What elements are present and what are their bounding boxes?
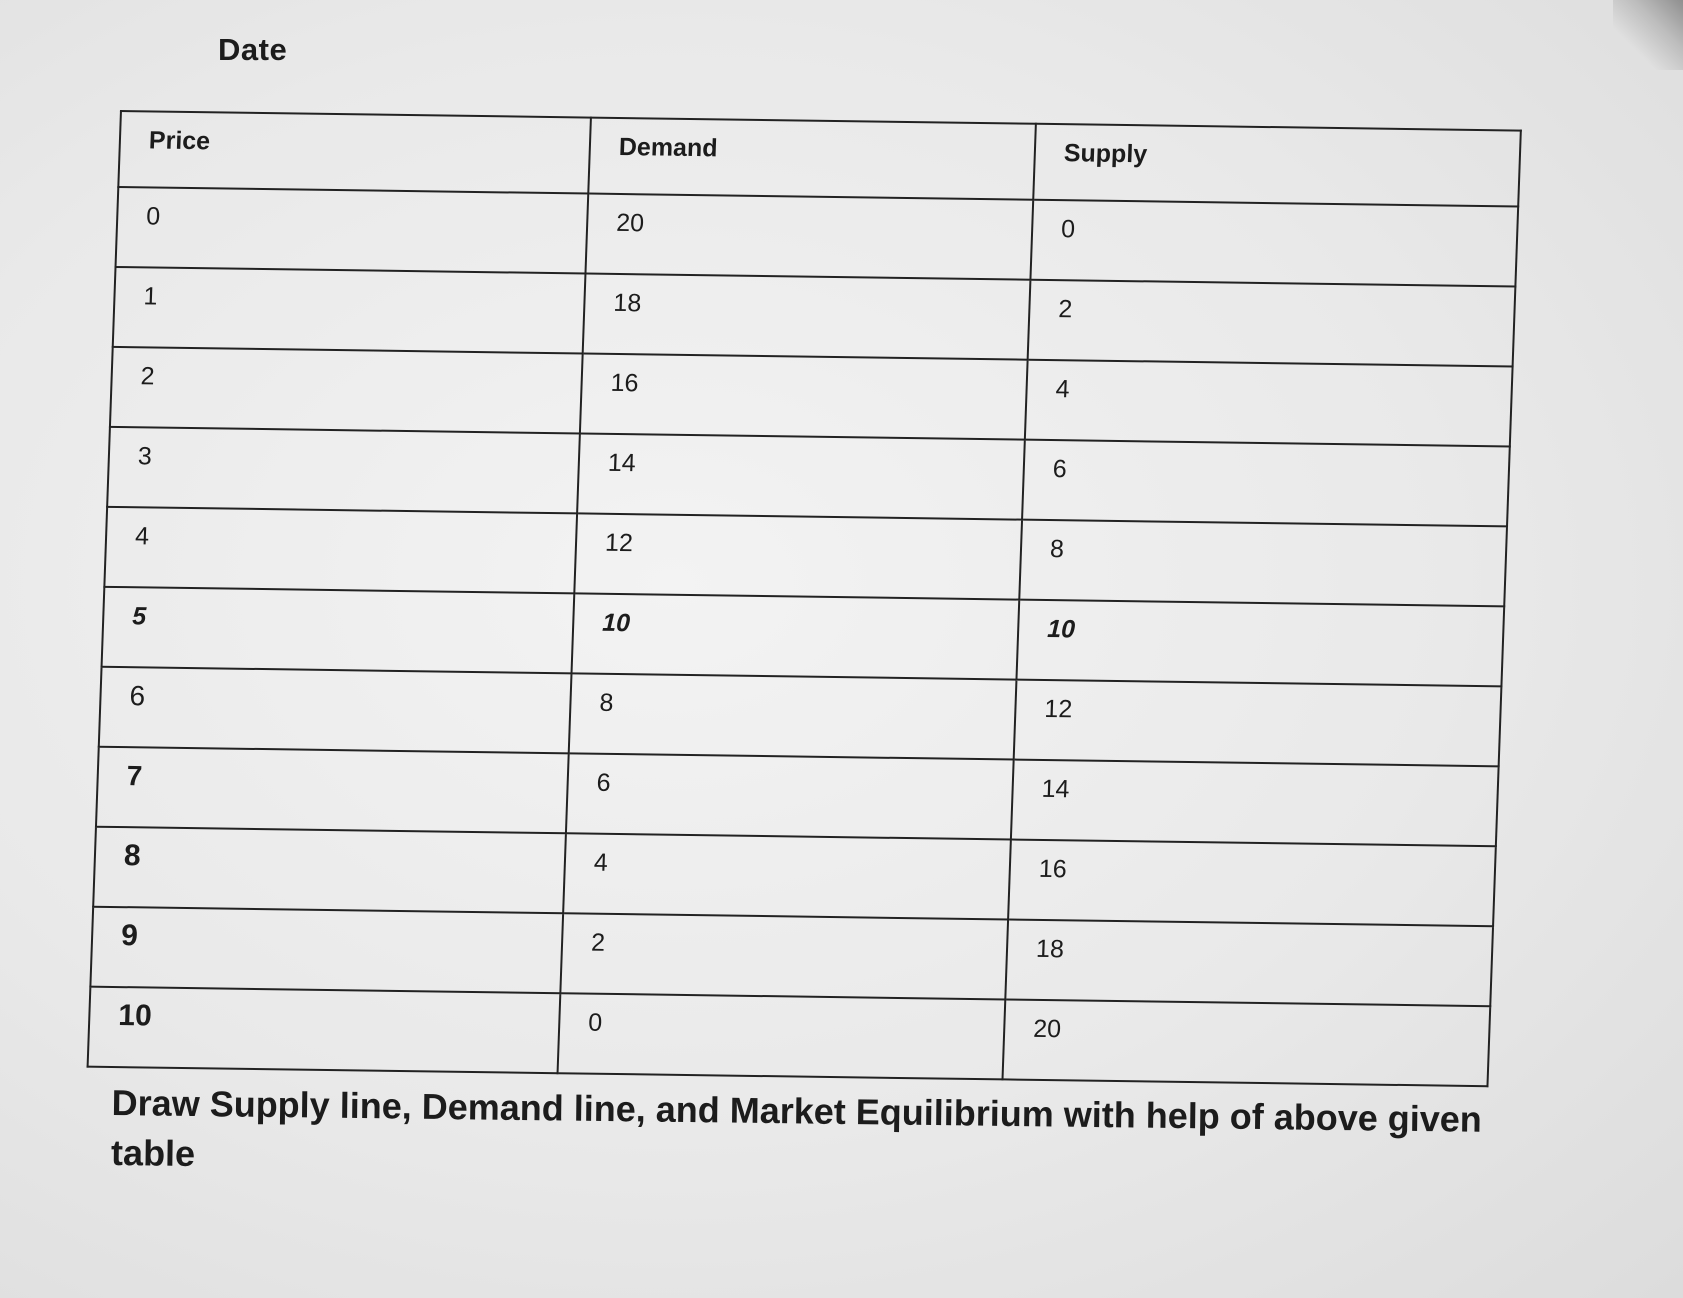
- demand-cell: 20: [585, 194, 1033, 280]
- demand-cell: 12: [574, 513, 1022, 599]
- column-header-supply: Supply: [1033, 124, 1521, 207]
- supply-cell: 12: [1014, 680, 1502, 767]
- column-header-price: Price: [118, 111, 591, 194]
- supply-cell: 2: [1028, 280, 1516, 367]
- page-corner-shadow: [1613, 0, 1683, 70]
- column-header-demand: Demand: [588, 118, 1036, 200]
- supply-demand-table-wrapper: [87, 110, 1520, 1087]
- price-cell: 8: [93, 827, 566, 914]
- price-cell: 4: [104, 507, 577, 594]
- demand-cell: 6: [566, 753, 1014, 839]
- price-cell: 6: [99, 667, 572, 754]
- demand-cell: 14: [577, 433, 1025, 519]
- demand-cell: 0: [558, 993, 1006, 1079]
- supply-cell: 18: [1005, 919, 1493, 1006]
- price-cell: 5: [102, 587, 575, 674]
- date-label: Date: [218, 32, 288, 67]
- price-cell: 10: [88, 987, 561, 1074]
- supply-cell: 14: [1011, 760, 1499, 847]
- price-cell: 9: [90, 907, 563, 994]
- supply-cell: 8: [1019, 520, 1507, 607]
- price-cell: 2: [110, 347, 583, 434]
- price-cell: 7: [96, 747, 569, 834]
- supply-demand-table: [87, 110, 1522, 1087]
- supply-cell: 20: [1003, 999, 1491, 1086]
- price-cell: 3: [107, 427, 580, 514]
- demand-cell: 18: [583, 274, 1031, 360]
- instruction-text: Draw Supply line, Demand line, and Market Equilibrium with help of above given table: [110, 1081, 1483, 1175]
- supply-cell: 6: [1022, 440, 1510, 527]
- supply-cell: 10: [1016, 600, 1504, 687]
- supply-cell: 4: [1025, 360, 1513, 447]
- demand-cell: 16: [580, 353, 1028, 439]
- price-cell: 1: [113, 267, 586, 354]
- demand-cell: 4: [563, 833, 1011, 919]
- supply-cell: 0: [1030, 200, 1518, 287]
- demand-cell: 10: [572, 593, 1020, 679]
- supply-cell: 16: [1008, 840, 1496, 927]
- price-cell: 0: [116, 187, 589, 274]
- demand-cell: 8: [569, 673, 1017, 759]
- demand-cell: 2: [560, 913, 1008, 999]
